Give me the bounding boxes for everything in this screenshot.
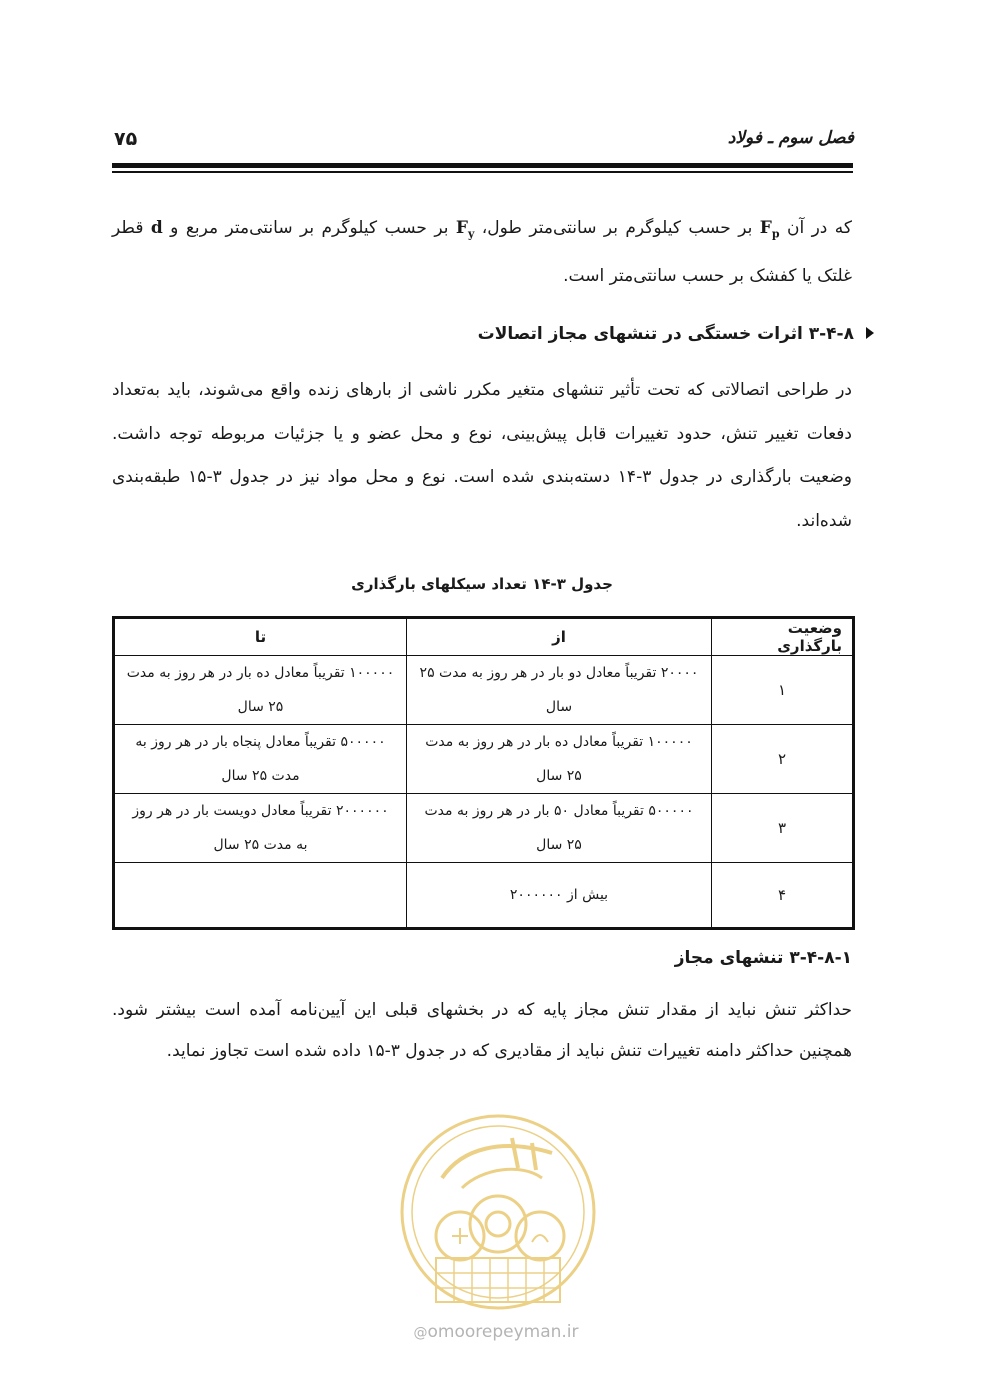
fy-symbol: $F_y$	[455, 218, 475, 241]
cell-to: ۲۰۰۰۰۰۰ تقریباً معادل دویست بار در هر روز به مدت ۲۵ سال	[114, 794, 407, 863]
page-number: ۷۵	[114, 128, 138, 150]
chapter-title: فصل سوم ـ فولاد	[727, 128, 854, 148]
subsection-heading: ۳-۴-۸-۱ تنشهای مجاز	[674, 948, 852, 968]
header-rule-thick	[112, 163, 853, 168]
table-row	[114, 656, 854, 725]
cell-from: ۵۰۰۰۰۰ تقریباً معادل ۵۰ بار در هر روز به مدت ۲۵ سال	[407, 794, 712, 863]
intro-paragraph: که در آن $F_p$ بر حسب کیلوگرم بر سانتی‌متر طول، $F_y$ بر حسب کیلوگرم بر سانتی‌متر مربع و d قطر غلتک یا کفشک بر حسب سانتی‌متر است.	[112, 218, 852, 287]
d-symbol: d	[150, 218, 163, 238]
cell-status: ۳	[712, 794, 854, 863]
header-from: از	[407, 618, 712, 656]
fp-symbol: $F_p$	[759, 218, 780, 241]
header-rule-thin	[112, 171, 853, 173]
cell-from: بیش از ۲۰۰۰۰۰۰	[407, 863, 712, 929]
cell-status: ۱	[712, 656, 854, 725]
table-row	[114, 725, 854, 794]
table-caption: جدول ۳-۱۴ تعداد سیکلهای بارگذاری	[351, 575, 613, 593]
header-loading-status: وضعیت بارگذاری	[712, 618, 854, 656]
bullet-triangle-icon	[866, 327, 874, 339]
cell-to: ۵۰۰۰۰۰ تقریباً معادل پنجاه بار در هر روز به مدت ۲۵ سال	[114, 725, 407, 794]
table-header-row	[114, 618, 854, 656]
header-to: تا	[114, 618, 407, 656]
cell-from: ۱۰۰۰۰۰ تقریباً معادل ده بار در هر روز به مدت ۲۵ سال	[407, 725, 712, 794]
cell-from: ۲۰۰۰۰ تقریباً معادل دو بار در هر روز به مدت ۲۵ سال	[407, 656, 712, 725]
table-row	[114, 794, 854, 863]
table-row	[114, 863, 854, 929]
watermark-logo-icon	[392, 1108, 604, 1318]
section-heading: ۳-۴-۸ اثرات خستگی در تنشهای مجاز اتصالات	[477, 324, 854, 344]
section-paragraph: در طراحی اتصالاتی که تحت تأثیر تنشهای متغیر مکرر ناشی از بارهای زنده واقع می‌شوند، باید به‌تعداد دفعات تغییر تنش، حدود تغییرات قابل پیش‌بینی، نوع و محل عضو و یا جزئیات مربوطه توجه داشت. وضعیت بارگذاری در جدول ۳-۱۴ دسته‌بندی شده است. نوع و محل مواد نیز در جدول ۳-۱۵ طبقه‌بندی شده‌اند.	[112, 380, 852, 531]
cell-status: ۴	[712, 863, 854, 929]
cell-to	[114, 863, 407, 929]
cell-to: ۱۰۰۰۰۰ تقریباً معادل ده بار در هر روز به مدت ۲۵ سال	[114, 656, 407, 725]
loading-cycles-table	[112, 616, 852, 930]
watermark-url: @omoorepeyman.ir	[413, 1322, 579, 1342]
subsection-paragraph: حداکثر تنش نباید از مقدار تنش مجاز پایه که در بخشهای قبلی این آیین‌نامه آمده است بیشتر شود. همچنین حداکثر دامنه تغییرات تنش نباید از مقادیری که در جدول ۳-۱۵ داده شده است تجاوز نماید.	[112, 1000, 852, 1061]
cell-status: ۲	[712, 725, 854, 794]
